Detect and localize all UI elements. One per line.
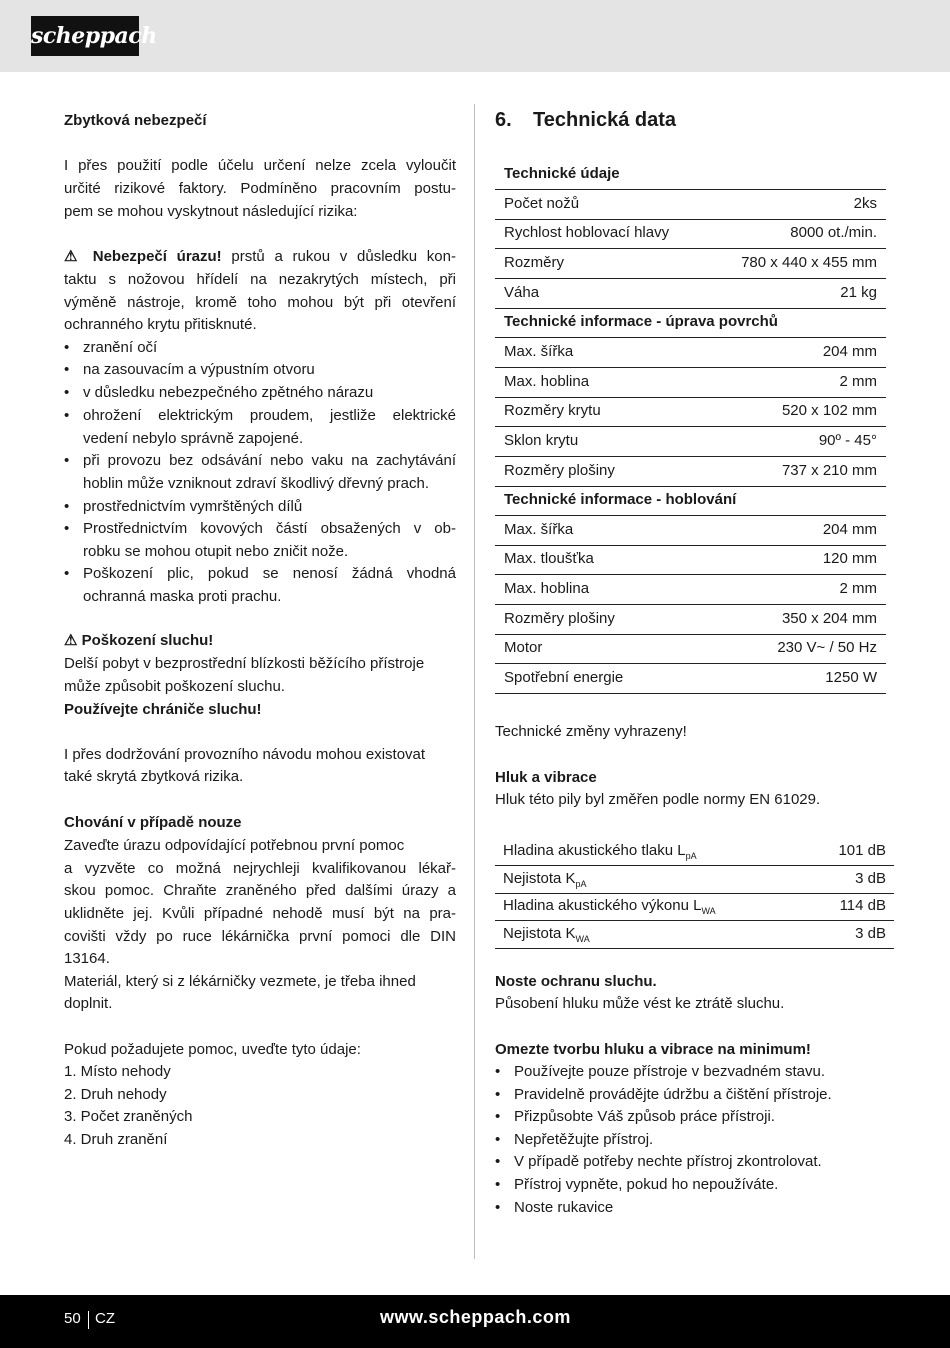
noise-label-text: Nejistota K <box>503 869 576 887</box>
section-title: Technická data <box>533 109 677 131</box>
hearing-line: může způsobit poškození sluchu. <box>64 678 285 695</box>
emergency-line: 13164. <box>64 950 110 967</box>
risk-list-item: v důsledku nebezpečného zpětného nárazu <box>83 384 374 401</box>
noise-value: 3 dB <box>855 869 886 887</box>
row-value: 230 V~ / 50 Hz <box>777 639 877 657</box>
row-value: 780 x 440 x 455 mm <box>741 253 877 271</box>
row-label: Spotřební energie <box>504 669 624 687</box>
bullet-dot: • <box>64 520 70 537</box>
emergency-line: Zaveďte úrazu odpovídající potřebnou první pomoc <box>64 837 405 854</box>
injury-line: taktu s nožovou hřídelí na nezakrytých místech, při <box>64 271 456 288</box>
table-row <box>495 397 886 427</box>
bullet-dot: • <box>64 452 70 469</box>
header-bar <box>0 0 950 72</box>
bullet-dot: • <box>64 339 70 356</box>
hearing-line: Delší pobyt v bezprostřední blízkosti běžícího přístroje <box>64 655 425 672</box>
row-label: Rozměry plošiny <box>504 609 615 627</box>
table-row <box>495 338 886 368</box>
noise-label-subscript: pA <box>575 878 587 889</box>
bullet-dot: • <box>495 1130 501 1148</box>
row-label: Max. šířka <box>504 520 574 538</box>
injury-warning-line <box>64 246 456 268</box>
bullet-dot: • <box>64 384 70 401</box>
noise-label <box>503 925 590 944</box>
row-label: Max. hoblina <box>504 372 590 390</box>
table-section-header <box>495 486 886 516</box>
bullet-dot: • <box>64 498 70 515</box>
table-row <box>495 279 886 309</box>
emergency-line: a vyzvěte co možná nejrychleji kvalifikovanou lékař- <box>64 860 456 877</box>
row-value: 520 x 102 mm <box>781 402 877 420</box>
injury-warning-text: prstů a rukou v důsledku kon- <box>221 248 456 265</box>
bullet-dot: • <box>495 1198 501 1216</box>
changes-note: Technické změny vyhrazeny! <box>495 723 687 740</box>
table-row <box>495 427 886 457</box>
noise-label <box>503 842 697 861</box>
page-number: 50 <box>64 1310 81 1327</box>
reduce-list-item: Noste rukavice <box>514 1198 614 1216</box>
risk-list-item: vedení nebylo správně zapojené. <box>83 430 304 447</box>
wear-protection-title: Noste ochranu sluchu. <box>495 973 657 990</box>
risk-list-item: při provozu bez odsávání nebo vaku na zachytávání <box>83 452 456 469</box>
row-label: Max. šířka <box>504 342 574 360</box>
noise-row <box>495 839 894 866</box>
help-item: 4. Druh zranění <box>64 1131 168 1148</box>
row-label: Rozměry krytu <box>504 402 601 420</box>
noise-row <box>495 867 894 894</box>
bullet-dot: • <box>495 1176 501 1193</box>
emergency-line: skou pomoc. Chraňte zraněného před dalšími úrazy a <box>64 882 456 899</box>
row-value: 8000 ot./min. <box>790 224 877 242</box>
reduce-list-item: Používejte pouze přístroje v bezvadném stavu. <box>514 1063 826 1080</box>
emergency-line: doplnit. <box>64 995 113 1012</box>
intro-line: určité rizikové faktory. Podmíněno pracovním postu- <box>64 180 456 197</box>
row-label: Max. tloušťka <box>504 550 594 568</box>
noise-value: 114 dB <box>839 897 886 914</box>
language-code: CZ <box>95 1310 115 1327</box>
row-label: Váha <box>504 283 540 301</box>
bullet-dot: • <box>64 361 70 378</box>
row-value: 350 x 204 mm <box>781 609 877 627</box>
reduce-list-item: Přizpůsobte Váš způsob práce přístroji. <box>514 1108 775 1126</box>
heading-residual-risks: Zbytková nebezpečí <box>64 112 207 129</box>
intro-line: I přes použití podle účelu určení nelze zcela vyloučit <box>64 157 456 174</box>
row-label: Technické údaje <box>504 165 620 182</box>
injury-warning-title: ⚠ Nebezpečí úrazu! <box>64 248 222 265</box>
noise-value: 101 dB <box>838 842 886 859</box>
hidden-risk-line: I přes dodržování provozního návodu mohou existovat <box>64 746 426 763</box>
table-section-header <box>495 308 886 338</box>
hearing-damage-title: ⚠ Poškození sluchu! <box>64 632 214 649</box>
website-link[interactable]: www.scheppach.com <box>380 1307 571 1327</box>
noise-value: 3 dB <box>855 924 886 942</box>
table-row <box>495 634 886 664</box>
risk-list-item: zranění očí <box>83 339 158 356</box>
footer-bar <box>0 1295 950 1348</box>
row-label: Technické informace - hoblování <box>504 491 737 509</box>
risk-list-item: Prostřednictvím kovových částí obsažených v ob- <box>83 520 456 537</box>
reduce-list-item: V případě potřeby nechte přístroj zkontrolovat. <box>514 1153 822 1171</box>
row-label: Motor <box>504 639 543 657</box>
table-row <box>495 190 886 220</box>
reduce-list-item: Nepřetěžujte přístroj. <box>514 1130 654 1148</box>
row-label: Technické informace - úprava povrchů <box>504 313 778 331</box>
help-intro: Pokud požadujete pomoc, uveďte tyto údaje: <box>64 1041 361 1058</box>
table-row <box>495 605 886 635</box>
noise-label-subscript: pA <box>685 851 697 861</box>
row-value: 2ks <box>853 194 877 212</box>
risk-list-item: ochranná maska proti prachu. <box>83 588 282 605</box>
risk-list-item: hoblin může vzniknout zdraví škodlivý dřevný prach. <box>83 475 429 492</box>
table-section-header <box>495 160 886 190</box>
reduce-noise-title: Omezte tvorbu hluku a vibrace na minimum! <box>495 1041 811 1058</box>
section-number: 6. <box>495 109 512 131</box>
emergency-line: Materiál, který si z lékárničky vezmete, je třeba ihned <box>64 973 416 990</box>
heading-emergency: Chování v případě nouze <box>64 814 242 831</box>
row-value: 204 mm <box>822 520 877 538</box>
row-label: Rozměry <box>504 253 565 271</box>
emergency-line: covišti vždy po ruce lékárnička první pomoci dle DIN <box>64 928 456 945</box>
bullet-dot: • <box>495 1085 501 1103</box>
noise-label-subscript: WA <box>575 933 590 944</box>
table-row <box>495 575 886 605</box>
row-value: 204 mm <box>822 342 877 360</box>
help-item: 2. Druh nehody <box>64 1086 167 1103</box>
row-label: Počet nožů <box>504 194 580 212</box>
row-label: Sklon krytu <box>504 431 579 449</box>
row-label: Rozměry plošiny <box>504 461 615 479</box>
noise-row <box>495 894 894 921</box>
risk-list-item: Poškození plic, pokud se nenosí žádná vhodná <box>83 565 456 582</box>
bullet-dot: • <box>495 1063 501 1080</box>
table-row <box>495 664 886 694</box>
wear-protection-text: Působení hluku může vést ke ztrátě sluchu. <box>495 995 785 1012</box>
row-value: 737 x 210 mm <box>781 461 877 479</box>
hearing-protection-note: Používejte chrániče sluchu! <box>64 701 262 718</box>
row-value: 2 mm <box>839 372 877 390</box>
table-row <box>495 545 886 575</box>
risk-list-item: robku se mohou otupit nebo zničit nože. <box>83 543 349 560</box>
noise-label-text: Nejistota K <box>503 924 576 942</box>
injury-line: ochranného krytu přitisknuté. <box>64 316 257 333</box>
noise-intro: Hluk této pily byl změřen podle normy EN 61029. <box>495 791 821 808</box>
noise-label-text: Hladina akustického tlaku L <box>503 842 686 859</box>
noise-row <box>495 922 894 949</box>
help-item: 1. Místo nehody <box>64 1063 171 1080</box>
risk-list-item: na zasouvacím a výpustním otvoru <box>83 361 315 378</box>
table-row <box>495 368 886 398</box>
table-row <box>495 219 886 249</box>
table-row <box>495 516 886 546</box>
row-label: Rychlost hoblovací hlavy <box>504 224 670 242</box>
row-value: 90º - 45° <box>818 431 877 449</box>
table-row <box>495 457 886 487</box>
noise-label-text: Hladina akustického výkonu L <box>503 897 702 914</box>
row-label: Max. hoblina <box>504 580 590 598</box>
injury-line: výměně nástroje, kromě toho mohou být při otevření <box>64 294 456 311</box>
noise-label-subscript: WA <box>701 906 716 916</box>
row-value: 120 mm <box>822 550 877 568</box>
heading-noise: Hluk a vibrace <box>495 769 597 786</box>
bullet-dot: • <box>495 1153 501 1171</box>
column-divider <box>474 104 475 1259</box>
row-value: 2 mm <box>839 580 877 598</box>
emergency-line: uklidněte jej. Kvůli případné nehodě musí být na pra- <box>64 905 456 922</box>
bullet-dot: • <box>64 565 70 582</box>
reduce-list-item: Přístroj vypněte, pokud ho nepoužíváte. <box>514 1176 779 1193</box>
hidden-risk-line: také skrytá zbytková rizika. <box>64 768 244 785</box>
row-value: 1250 W <box>825 669 877 687</box>
risk-list-item: ohrožení elektrickým proudem, jestliže elektrické <box>83 407 456 424</box>
scheppach-logo: scheppach <box>31 16 139 56</box>
noise-label <box>503 897 716 916</box>
noise-label <box>503 870 587 889</box>
help-item: 3. Počet zraněných <box>64 1108 193 1125</box>
reduce-list-item: Pravidelně provádějte údržbu a čištění přístroje. <box>514 1085 832 1103</box>
row-value: 21 kg <box>840 283 877 301</box>
risk-list-item: prostřednictvím vymrštěných dílů <box>83 498 303 515</box>
table-row <box>495 249 886 279</box>
intro-line: pem se mohou vyskytnout následující rizika: <box>64 203 358 220</box>
bullet-dot: • <box>64 407 70 424</box>
footer-separator <box>88 1311 89 1329</box>
bullet-dot: • <box>495 1108 501 1126</box>
